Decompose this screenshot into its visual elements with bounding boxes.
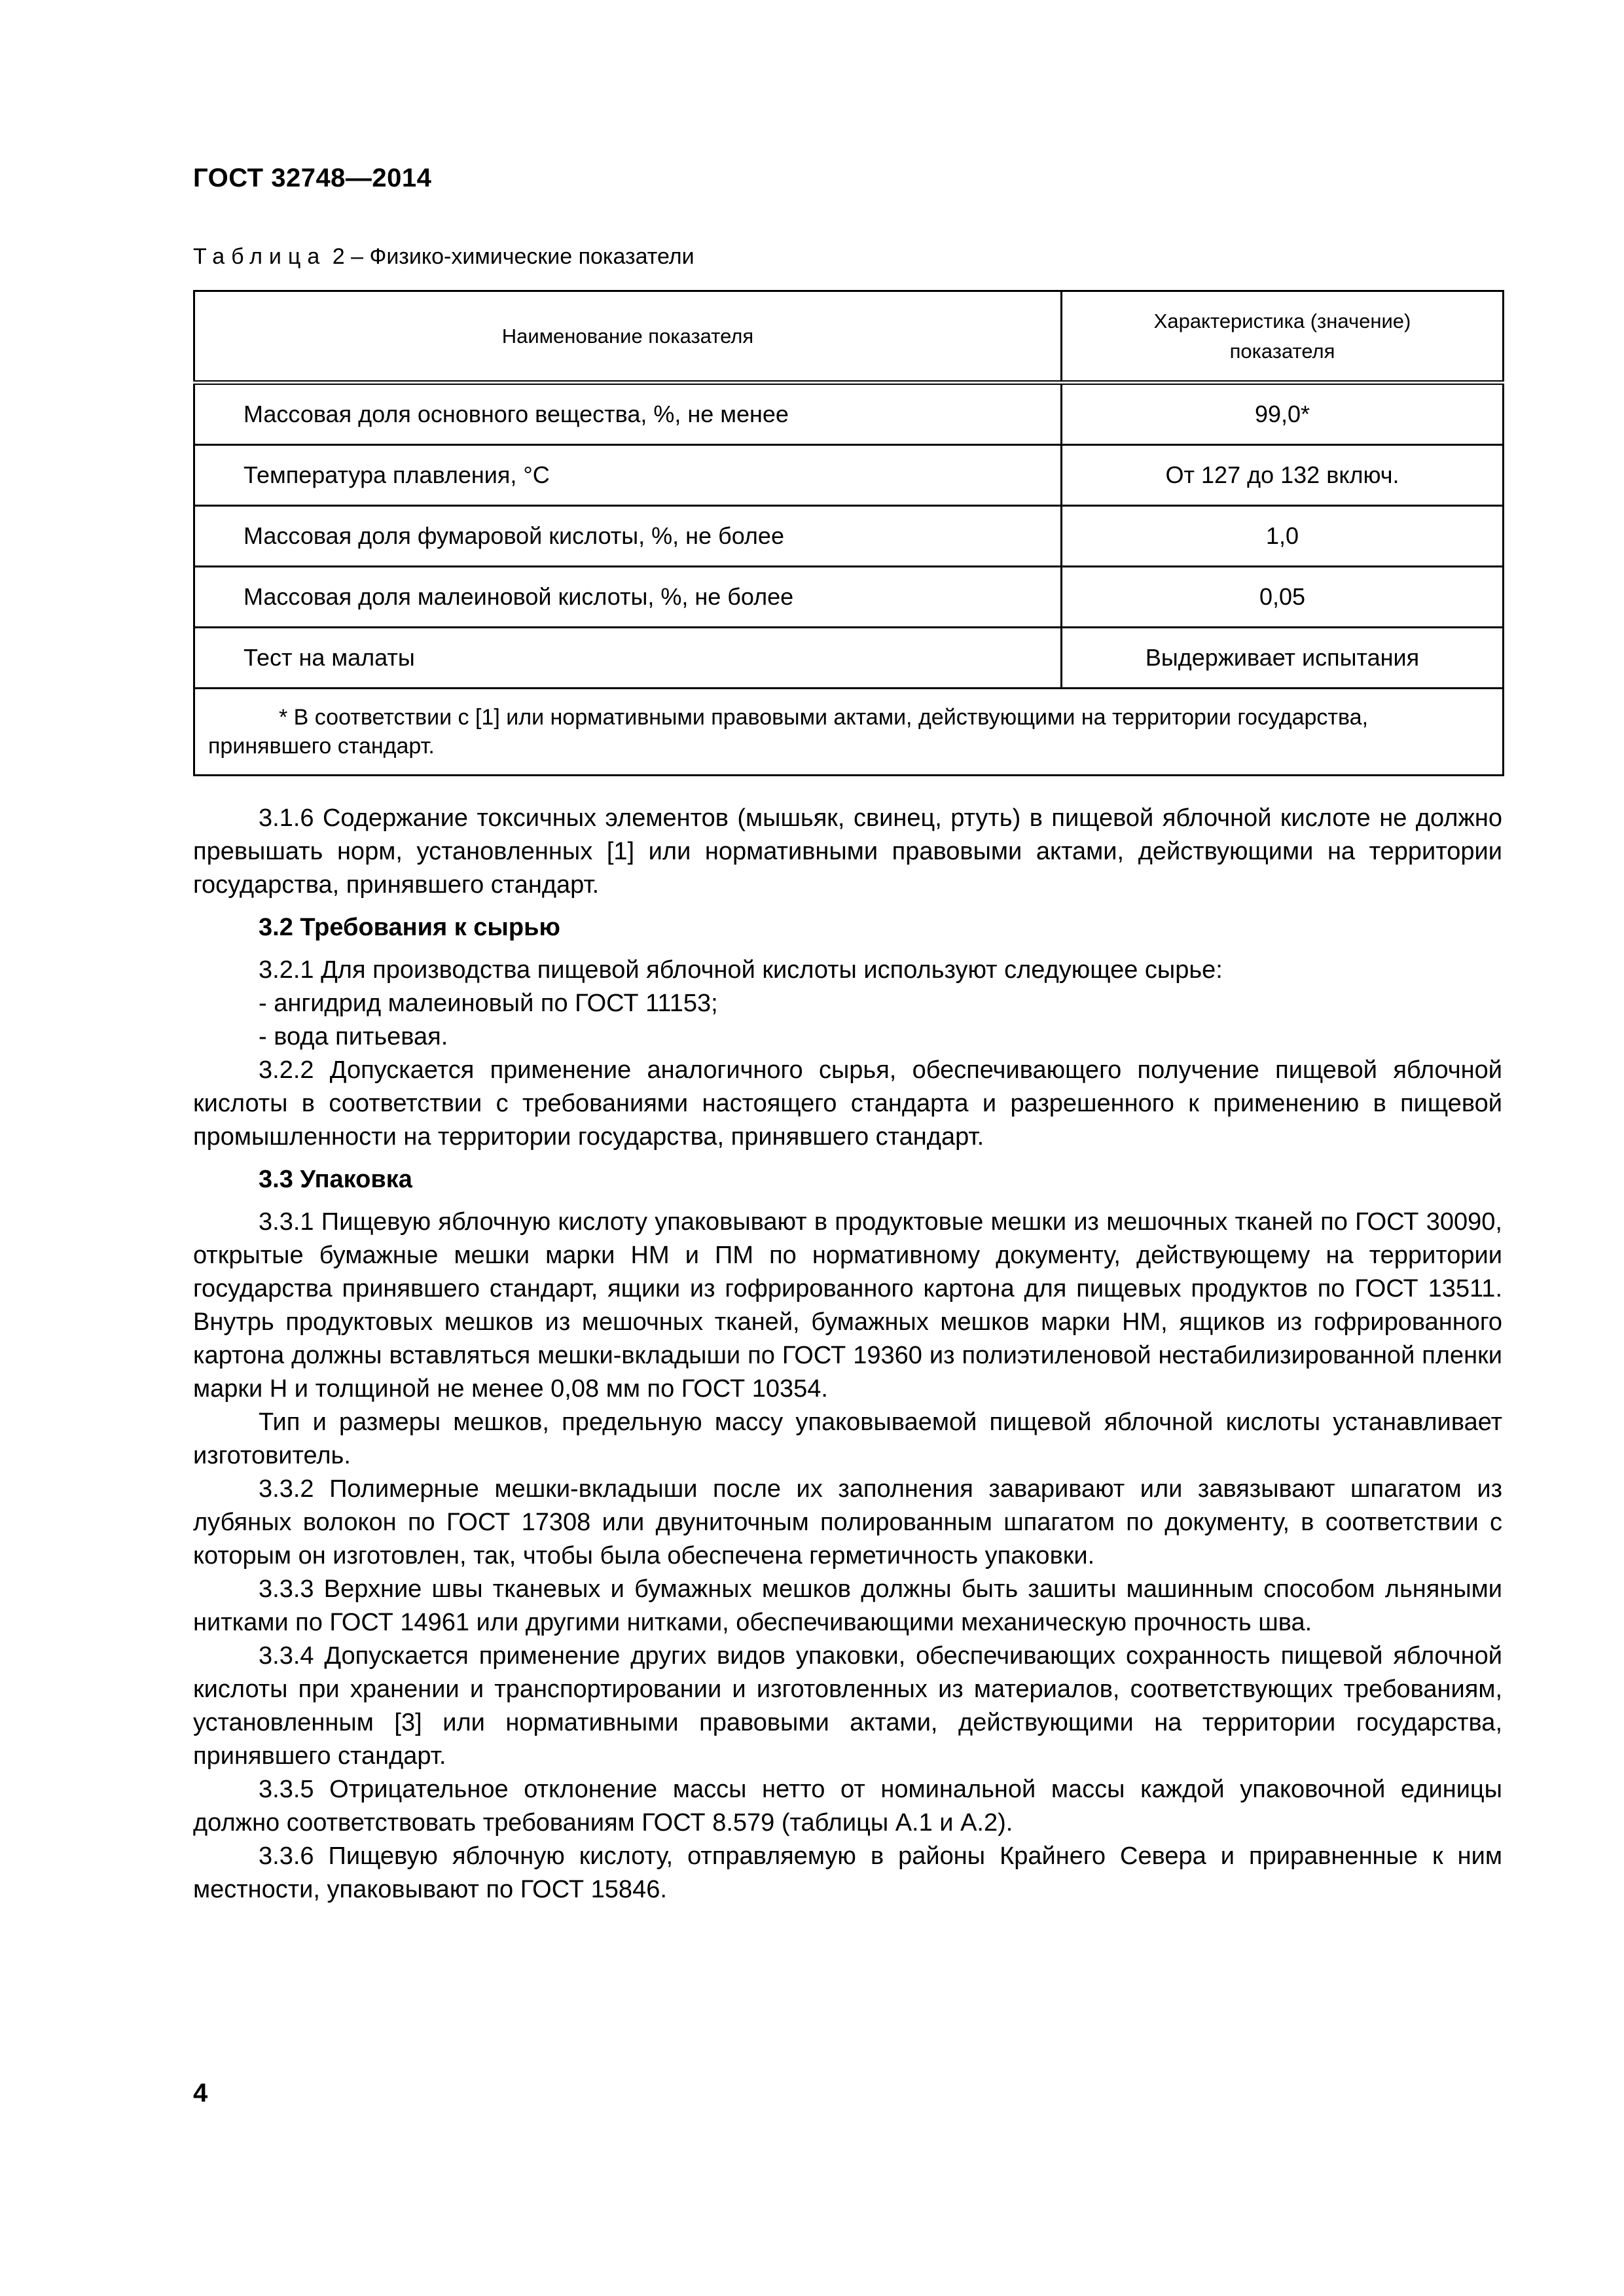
table-row — [194, 567, 1504, 628]
indicator-value: 0,05 — [1062, 567, 1504, 628]
section-heading-raw-materials: 3.2 Требования к сырью — [259, 914, 560, 941]
physicochemical-table — [193, 290, 1504, 776]
page-number: 4 — [193, 2079, 208, 2108]
list-item: - вода питьевая. — [259, 1023, 448, 1050]
clause-3-3-4: 3.3.4 Допускается применение других видов упаковки, обеспечивающих сохранность пищевой яблочной кислоты при хранении и транспортировании и изготовленных из материалов, соответствующих требованиям, установленным [3] или нормативными правовыми актами, действующими на территории государства, принявшего стандарт. — [193, 1642, 1502, 1770]
clause-3-3-2: 3.3.2 Полимерные мешки-вкладыши после их заполнения заваривают или завязывают шпагатом из лубяных волокон по ГОСТ 17308 или двуниточным полированным шпагатом по документу, в соответствии с которым он изготовлен, так, чтобы была обеспечена герметичность упаковки. — [193, 1475, 1502, 1570]
table-header-row — [194, 291, 1504, 383]
clause-3-1-6: 3.1.6 Содержание токсичных элементов (мышьяк, свинец, ртуть) в пищевой яблочной кислоте не должно превышать норм, установленных [1] или нормативными правовыми актами, действующими на территории государства, принявшего стандарт. — [193, 804, 1502, 899]
table-row — [194, 383, 1504, 445]
clause-3-3-1: 3.3.1 Пищевую яблочную кислоту упаковывают в продуктовые мешки из мешочных тканей по ГОСТ 30090, открытые бумажные мешки марки НМ и ПМ по нормативному документу, действующему на территории государства принявшего стандарт, ящики из гофрированного картона для пищевых продуктов по ГОСТ 13511. Внутрь продуктовых мешков из мешочных тканей, бумажных мешков марки НМ, ящиков из гофрированного картона должны вставляться мешки-вкладыши по ГОСТ 19360 из полиэтиленовой нестабилизированной пленки марки Н и толщиной не менее 0,08 мм по ГОСТ 10354. — [193, 1208, 1502, 1403]
table-caption-title: 2 – Физико-химические показатели — [326, 244, 695, 269]
table-row — [194, 445, 1504, 506]
table-caption-label: Таблица — [193, 244, 327, 269]
clause-3-2-1: 3.2.1 Для производства пищевой яблочной кислоты используют следующее сырье: — [259, 956, 1223, 984]
indicator-value: Выдерживает испытания — [1062, 628, 1504, 689]
clause-3-3-3: 3.3.3 Верхние швы тканевых и бумажных мешков должны быть зашиты машинным способом льняными нитками по ГОСТ 14961 или другими нитками, обеспечивающими механическую прочность шва. — [193, 1575, 1502, 1636]
document-body — [193, 802, 1502, 1907]
indicator-name: Массовая доля основного вещества, %, не менее — [194, 383, 1062, 445]
section-heading-packaging: 3.3 Упаковка — [259, 1166, 412, 1193]
indicator-value: От 127 до 132 включ. — [1062, 445, 1504, 506]
column-header-indicator: Наименование показателя — [194, 291, 1062, 383]
indicator-name: Температура плавления, °С — [194, 445, 1062, 506]
table-footnote-row — [194, 689, 1504, 776]
clause-3-3-5: 3.3.5 Отрицательное отклонение массы нетто от номинальной массы каждой упаковочной единицы должно соответствовать требованиям ГОСТ 8.579 (таблицы А.1 и А.2). — [193, 1776, 1502, 1837]
indicator-value: 99,0* — [1062, 383, 1504, 445]
clause-3-2-2: 3.2.2 Допускается применение аналогичного сырья, обеспечивающего получение пищевой яблочной кислоты в соответствии с требованиями настоящего стандарта и разрешенного к применению в пищевой промышленности на территории государства, принявшего стандарт. — [193, 1056, 1502, 1151]
clause-3-3-6: 3.3.6 Пищевую яблочную кислоту, отправляемую в районы Крайнего Севера и приравненные к ним местности, упаковывают по ГОСТ 15846. — [193, 1842, 1502, 1903]
table-footnote: * В соответствии с [1] или нормативными правовыми актами, действующими на территории государства, принявшего стандарт. — [208, 705, 1369, 759]
indicator-name: Массовая доля малеиновой кислоты, %, не более — [194, 567, 1062, 628]
indicator-value: 1,0 — [1062, 506, 1504, 567]
table-row — [194, 506, 1504, 567]
clause-3-3-1-continued: Тип и размеры мешков, предельную массу упаковываемой пищевой яблочной кислоты устанавливает изготовитель. — [193, 1408, 1502, 1469]
list-item: - ангидрид малеиновый по ГОСТ 11153; — [259, 990, 718, 1017]
table-footnote-cell — [194, 689, 1504, 776]
document-code: ГОСТ 32748—2014 — [193, 164, 432, 192]
table-caption — [193, 244, 695, 270]
indicator-name: Массовая доля фумаровой кислоты, %, не более — [194, 506, 1062, 567]
indicator-name: Тест на малаты — [194, 628, 1062, 689]
column-header-value — [1062, 291, 1504, 383]
column-header-value-text: Характеристика (значение) показателя — [1153, 309, 1411, 363]
table-row — [194, 628, 1504, 689]
